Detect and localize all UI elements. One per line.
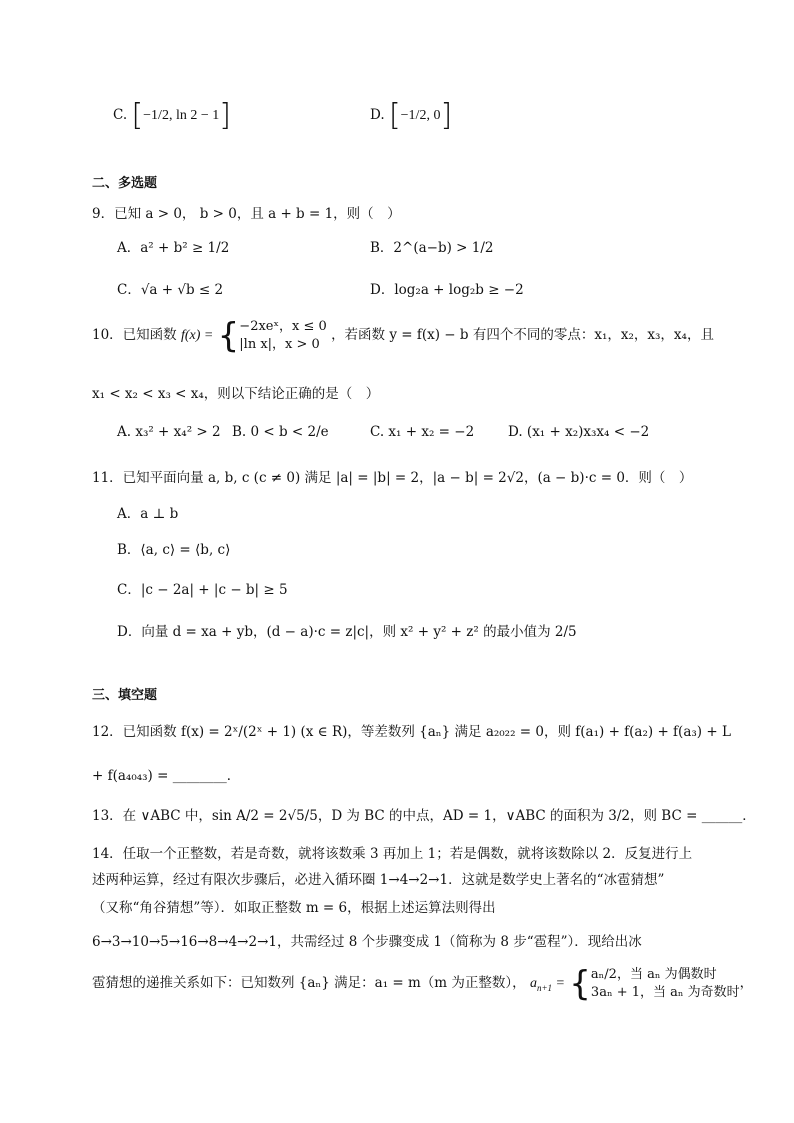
q14-line4: 6→3→10→5→16→8→4→2→1，共需经过 8 个步骤变成 1（简称为 8 步“雹程”）．现给出冰 — [92, 934, 642, 950]
q14-line2: 述两种运算，经过有限次步骤后，必进入循环圈 1→4→2→1．这就是数学史上著名的“冰雹猜想” — [92, 872, 665, 888]
piecewise-brace: { — [217, 315, 240, 356]
section-title-multiple-choice: 二、多选题 — [92, 176, 158, 191]
q10-piecewise: −2xeˣ，x ≤ 0 |ln x|，x > 0 — [239, 319, 327, 352]
q10-stem: 10．已知函数 f(x) = { −2xeˣ，x ≤ 0 |ln x|，x > 0 ，若函数 y = f(x) − b 有四个不同的零点：x₁，x₂，x₃，x₄，且 — [92, 315, 714, 356]
q12-line2: + f(a₄₀₄₃) = ________． — [92, 768, 241, 784]
q12-line1: 12．已知函数 f(x) = 2ˣ/(2ˣ + 1) (x ∈ R)，等差数列 {aₙ} 满足 a₂₀₂₂ = 0，则 f(a₁) + f(a₂) + f(a₃) + L — [92, 724, 731, 740]
q14-line5: 雹猜想的递推关系如下：已知数列 {aₙ} 满足：a₁ = m（m 为正整数）， $a_{n+1}$ = { aₙ/2，当 aₙ 为偶数时 3aₙ + 1，当 aₙ 为奇数时 ， — [92, 963, 754, 1004]
q8-option-c: C. [−1/2, ln 2 − 1] — [113, 98, 231, 133]
q9-stem: 9．已知 a > 0， b > 0，且 a + b = 1，则（ ） — [92, 206, 401, 222]
q11-option-b: B．⟨a, c⟩ = ⟨b, c⟩ — [117, 542, 231, 558]
section-title-fill-in: 三、填空题 — [92, 688, 158, 703]
q11-option-c: C．|c − 2a| + |c − b| ≥ 5 — [117, 582, 288, 598]
q14-recurrence: aₙ/2，当 aₙ 为偶数时 3aₙ + 1，当 aₙ 为奇数时 — [590, 967, 740, 1000]
q10-option-b: B. 0 < b < 2/e — [232, 424, 329, 440]
q10-option-c: C. x₁ + x₂ = −2 — [370, 424, 475, 440]
q14-line3: （又称“角谷猜想”等）．如取正整数 m = 6，根据上述运算法则得出 — [92, 900, 496, 916]
q8-option-c-value: −1/2, ln 2 − 1 — [143, 108, 220, 123]
q14-line1: 14．任取一个正整数，若是奇数，就将该数乘 3 再加上 1；若是偶数，就将该数除以 2．反复进行上 — [92, 846, 693, 862]
q11-option-a: A．a ⊥ b — [117, 506, 179, 522]
q9-option-a: A．a² + b² ≥ 1/2 — [117, 240, 230, 256]
q9-option-b: B．2^(a−b) > 1/2 — [370, 240, 494, 256]
q10-option-d: D. (x₁ + x₂)x₃x₄ < −2 — [508, 424, 650, 440]
q13-line: 13．在 ∨ABC 中，sin A/2 = 2√5/5，D 为 BC 的中点，AD = 1，∨ABC 的面积为 3/2，则 BC = ______． — [92, 808, 756, 824]
q10-condition: x₁ < x₂ < x₃ < x₄，则以下结论正确的是（ ） — [92, 386, 380, 402]
q8-option-d-value: −1/2, 0 — [400, 108, 441, 123]
q9-option-c: C．√a + √b ≤ 2 — [117, 282, 224, 298]
q9-option-d: D．log₂a + log₂b ≥ −2 — [370, 282, 524, 298]
recurrence-brace: { — [569, 963, 591, 1004]
q10-option-a: A. x₃² + x₄² > 2 — [117, 424, 221, 440]
q11-option-d: D．向量 d = xa + yb，(d − a)·c = z|c|，则 x² + y² + z² 的最小值为 2/5 — [117, 624, 577, 640]
q8-option-d: D. [−1/2, 0] — [370, 98, 453, 133]
q11-stem: 11．已知平面向量 a, b, c (c ≠ 0) 满足 |a| = |b| = 2，|a − b| = 2√2，(a − b)·c = 0．则（ ） — [92, 470, 693, 486]
